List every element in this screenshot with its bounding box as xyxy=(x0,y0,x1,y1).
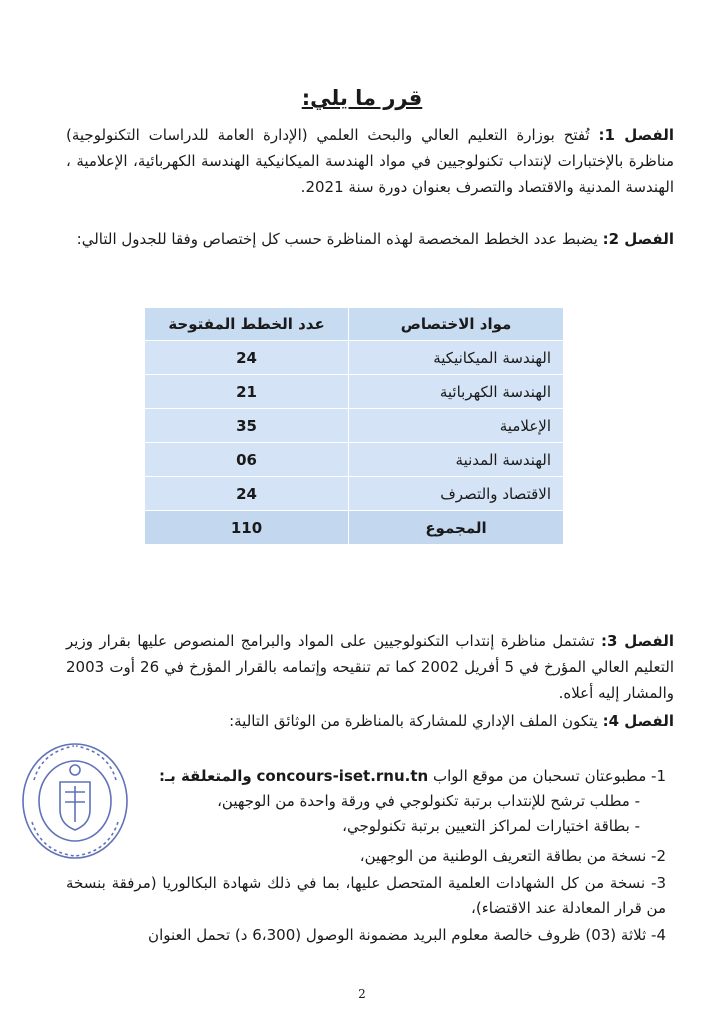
header-count: عدد الخطط المفتوحة xyxy=(145,308,349,341)
article-1-text: تُفتح بوزارة التعليم العالي والبحث العلمي (الإدارة العامة للدراسات التكنولوجية) مناظرة بالإختبارات لإنتداب تكنولوجيين في مواد الهندسة الميكانيكية الهندسة الكهربائية، الإعلامية ، الهندسة المدنية والاقتصاد والتصرف بعنوان دورة سنة 2021. xyxy=(66,126,674,196)
article-3 xyxy=(66,628,674,706)
specialty-name: الهندسة الميكانيكية xyxy=(349,341,564,375)
page-number: 2 xyxy=(358,987,366,1001)
specialty-name: الهندسة المدنية xyxy=(349,443,564,477)
document-item-3: 3- نسخة من كل الشهادات العلمية المتحصل عليها، بما في ذلك شهادة البكالوريا (مرفقة بنسخة من قرار المعادلة عند الاقتضاء)، xyxy=(66,874,666,917)
article-2-text: يضبط عدد الخطط المخصصة لهذه المناظرة حسب كل إختصاص وفقا للجدول التالي: xyxy=(76,230,598,248)
positions-table xyxy=(144,307,564,545)
article-4-text: يتكون الملف الإداري للمشاركة بالمناظرة من الوثائق التالية: xyxy=(229,712,598,730)
specialty-name: الاقتصاد والتصرف xyxy=(349,477,564,511)
article-1-label: الفصل 1: xyxy=(598,126,674,144)
official-stamp-icon xyxy=(20,740,130,862)
specialty-name: الهندسة الكهربائية xyxy=(349,375,564,409)
article-2 xyxy=(66,226,674,252)
item-1-suffix: والمتعلقة بـ: xyxy=(158,767,252,785)
document-item-1 xyxy=(66,764,666,789)
article-3-label: الفصل 3: xyxy=(600,632,674,650)
article-3-text: تشتمل مناظرة إنتداب التكنولوجيين على المواد والبرامج المنصوص عليها بقرار وزير التعليم العالي المؤرخ في 5 أفريل 2002 كما تم تنقيحه وإتمامه بالقرار المؤرخ في 26 أوت 2003 والمشار إليه أعلاه. xyxy=(66,632,674,702)
table-row xyxy=(145,443,564,477)
header-specialty: مواد الاختصاص xyxy=(349,308,564,341)
specialty-name: الإعلامية xyxy=(349,409,564,443)
table-row xyxy=(145,409,564,443)
position-count: 06 xyxy=(145,443,349,477)
website-link[interactable]: concours-iset.rnu.tn xyxy=(256,767,429,785)
document-item-1-sub-2: - بطاقة اختيارات لمراكز التعيين برتبة تكنولوجي، xyxy=(342,817,640,835)
item-1-prefix: 1- مطبوعتان تسحبان من موقع الواب xyxy=(433,767,666,785)
total-value: 110 xyxy=(145,511,349,545)
article-1 xyxy=(66,122,674,200)
article-2-label: الفصل 2: xyxy=(602,230,674,248)
article-4 xyxy=(66,708,674,734)
table-row xyxy=(145,375,564,409)
document-item-2: 2- نسخة من بطاقة التعريف الوطنية من الوجهين، xyxy=(359,847,666,865)
total-label: المجموع xyxy=(349,511,564,545)
document-item-1-sub-1: - مطلب ترشح للإنتداب برتبة تكنولوجي في ورقة واحدة من الوجهين، xyxy=(217,792,640,810)
table-total-row xyxy=(145,511,564,545)
document-item-4: 4- ثلاثة (03) ظروف خالصة معلوم البريد مضمونة الوصول (6،300 د) تحمل العنوان xyxy=(148,926,666,944)
decision-heading: قرر ما يلي: xyxy=(301,86,423,110)
position-count: 35 xyxy=(145,409,349,443)
position-count: 24 xyxy=(145,341,349,375)
table-header-row xyxy=(145,308,564,341)
position-count: 21 xyxy=(145,375,349,409)
position-count: 24 xyxy=(145,477,349,511)
article-4-label: الفصل 4: xyxy=(602,712,674,730)
table-row xyxy=(145,477,564,511)
table-row xyxy=(145,341,564,375)
